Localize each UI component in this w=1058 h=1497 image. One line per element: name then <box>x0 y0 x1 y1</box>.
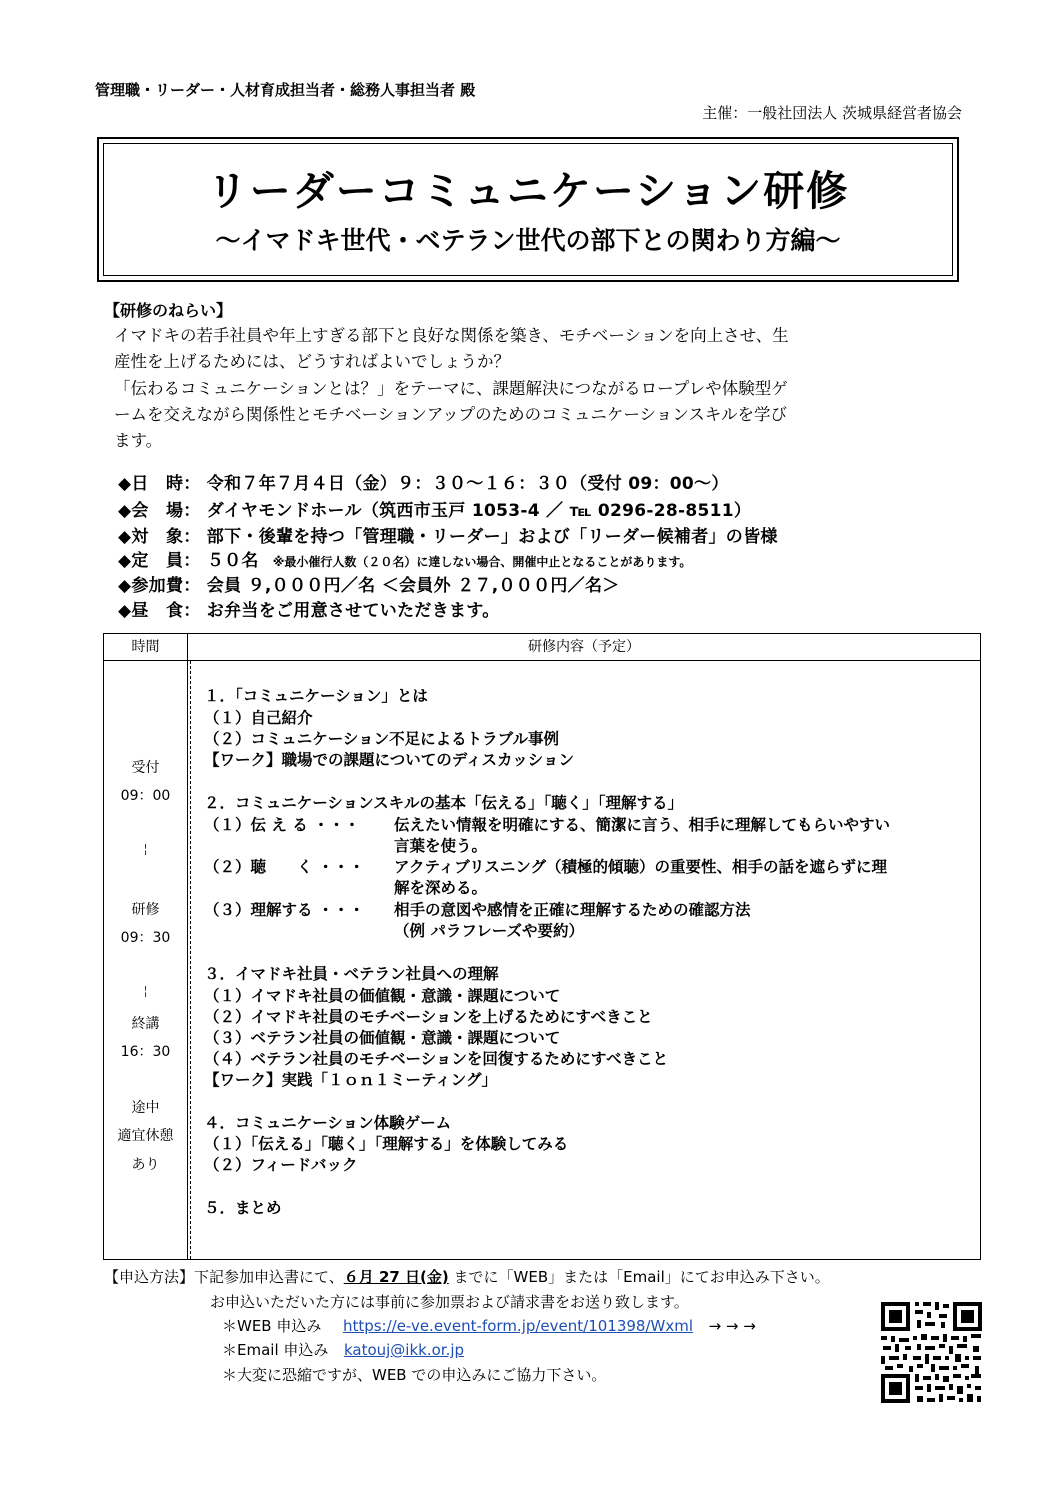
qr-code[interactable] <box>879 1300 984 1405</box>
title-inner-frame <box>103 143 953 276</box>
time-reception: 09：00 <box>120 788 171 804</box>
schedule-header-row <box>104 634 980 661</box>
info-label: ◆参加費： <box>118 576 201 596</box>
info-fee <box>118 571 620 596</box>
info-datetime <box>118 469 729 494</box>
info-label: ◆昼 食： <box>118 601 201 621</box>
addressee: 管理職・リーダー・人材育成担当者・総務人事担当者 殿 <box>95 81 476 99</box>
apply-line <box>104 1266 830 1287</box>
time-dash: ¦ <box>143 842 148 856</box>
info-note: ※最小催行人数（２０名）に達しない場合、開催中止となることがあります。 <box>272 555 692 569</box>
apply-deadline: ６月 27 日(金) <box>343 1268 449 1286</box>
section-2-item-desc: 言葉を使う。 <box>394 837 488 855</box>
time-start-label: 研修 <box>131 902 160 918</box>
section-4-title: ４．コミュニケーション体験ゲーム <box>204 1114 452 1132</box>
section-3-item: （２）イマドキ社員のモチベーションを上げるためにすべきこと <box>204 1008 653 1026</box>
info-capacity <box>118 546 691 571</box>
email-apply-label: ＊Email 申込み <box>222 1341 329 1359</box>
schedule-table <box>103 633 981 1260</box>
page-title: リーダーコミュニケーション研修 <box>206 167 850 215</box>
web-apply-link[interactable]: https://e-ve.event-form.jp/event/101398/Wxml <box>342 1317 694 1335</box>
col-content-header: 研修内容（予定） <box>528 639 640 655</box>
time-end: 16：30 <box>120 1044 171 1060</box>
aim-line: イマドキの若手社員や年上すぎる部下と良好な関係を築き、モチベーションを向上させ、生 <box>114 326 789 345</box>
section-3-item: （３）ベテラン社員の価値観・意識・課題について <box>204 1029 561 1047</box>
arrows: → → → <box>708 1317 756 1335</box>
aim-line: ームを交えながら関係性とモチベーションアップのためのコミュニケーションスキルを学び <box>114 405 788 424</box>
section-1-item: （２）コミュニケーション不足によるトラブル事例 <box>204 730 559 748</box>
web-apply-label: ＊WEB 申込み <box>222 1317 322 1335</box>
time-break-1: 途中 <box>131 1100 160 1116</box>
section-1-item: 【ワーク】職場での課題についてのディスカッション <box>204 751 574 769</box>
section-2-item-desc: 相手の意図や感情を正確に理解するための確認方法 <box>394 901 751 919</box>
email-apply-row <box>222 1339 464 1360</box>
column-divider-dashed <box>190 661 191 1259</box>
info-value: お弁当をご用意させていただきます。 <box>206 601 500 621</box>
info-label: ◆定 員： <box>118 551 201 571</box>
section-3-item: （４）ベテラン社員のモチベーションを回復するためにすべきこと <box>204 1050 669 1068</box>
section-2-item-desc: （例 パラフレーズや要約） <box>394 922 585 940</box>
apply-note-1: お申込いただいた方には事前に参加票および請求書をお送り致します。 <box>210 1293 689 1311</box>
section-4-item: （１）「伝える」「聴く」「理解する」を体験してみる <box>204 1135 569 1153</box>
email-apply-link[interactable]: katouj@ikk.or.jp <box>343 1341 465 1359</box>
time-reception-label: 受付 <box>131 760 160 776</box>
web-apply-row <box>222 1315 756 1336</box>
section-2-title: ２．コミュニケーションスキルの基本「伝える」「聴く」「理解する」 <box>204 794 683 812</box>
info-lunch <box>118 596 500 621</box>
time-break-2: 適宜休憩 <box>117 1128 174 1144</box>
apply-text: 下記参加申込書にて、 <box>194 1268 344 1286</box>
info-value: 令和７年７月４日（金）９：３０〜１６：３０（受付 09：00〜） <box>206 474 729 494</box>
info-label: ◆対 象： <box>118 527 201 547</box>
aim-line: ます。 <box>114 431 163 450</box>
section-4-item: （２）フィードバック <box>204 1156 358 1174</box>
apply-note-2: ＊大変に恐縮ですが、WEB での申込みにご協力下さい。 <box>222 1366 607 1384</box>
section-2-item-desc: 解を深める。 <box>394 879 488 897</box>
section-2-item-label: （１）伝 え る ・・・ <box>204 816 360 834</box>
section-2-item-desc: 伝えたい情報を明確にする、簡潔に言う、相手に理解してもらいやすい <box>394 816 891 834</box>
section-3-title: ３．イマドキ社員・ベテラン社員への理解 <box>204 965 499 983</box>
info-venue <box>118 496 751 521</box>
section-3-item: 【ワーク】実践「１ｏｎ１ミーティング」 <box>204 1071 497 1089</box>
time-dash: ¦ <box>143 984 148 998</box>
page-subtitle: 〜イマドキ世代・ベテラン世代の部下との関わり方編〜 <box>215 226 841 255</box>
info-value: ５０名 <box>206 551 259 571</box>
section-1-item: （１）自己紹介 <box>204 709 313 727</box>
organizer: 主催：一般社団法人 茨城県経営者協会 <box>702 104 962 122</box>
section-2-item-desc: アクティブリスニング（積極的傾聴）の重要性、相手の話を遮らずに理 <box>394 858 888 876</box>
info-value: 部下・後輩を持つ「管理職・リーダー」および「リーダー候補者」の皆様 <box>206 527 778 547</box>
aim-line: 「伝わるコミュニケーションとは？」をテーマに、課題解決につながるロープレや体験型ゲ <box>114 379 788 398</box>
column-divider <box>187 634 188 1259</box>
time-end-label: 終講 <box>131 1016 160 1032</box>
section-2-item-label: （２）聴 く ・・・ <box>204 858 365 876</box>
time-start: 09：30 <box>120 930 171 946</box>
section-5-title: ５．まとめ <box>204 1199 282 1217</box>
title-box <box>97 137 959 282</box>
info-value: ダイヤモンドホール（筑西市玉戸 1053-4 ／ ℡ 0296-28-8511） <box>206 501 752 521</box>
section-1-title: １．「コミュニケーション」とは <box>204 687 428 705</box>
apply-label: 【申込方法】 <box>104 1268 195 1286</box>
aim-line: 産性を上げるためには、どうすればよいでしょうか？ <box>114 352 510 371</box>
time-break-3: あり <box>131 1157 160 1173</box>
info-label: ◆日 時： <box>118 474 201 494</box>
info-value: 会員 ９,０００円／名 ＜会員外 ２７,０００円／名＞ <box>206 576 620 596</box>
section-2-item-label: （３）理解する ・・・ <box>204 901 365 919</box>
aim-heading: 【研修のねらい】 <box>104 301 233 320</box>
info-target <box>118 522 778 547</box>
section-3-item: （１）イマドキ社員の価値観・意識・課題について <box>204 987 561 1005</box>
apply-text: までに「WEB」または「Email」にてお申込み下さい。 <box>448 1268 830 1286</box>
col-time-header: 時間 <box>131 639 160 655</box>
info-label: ◆会 場： <box>118 501 201 521</box>
